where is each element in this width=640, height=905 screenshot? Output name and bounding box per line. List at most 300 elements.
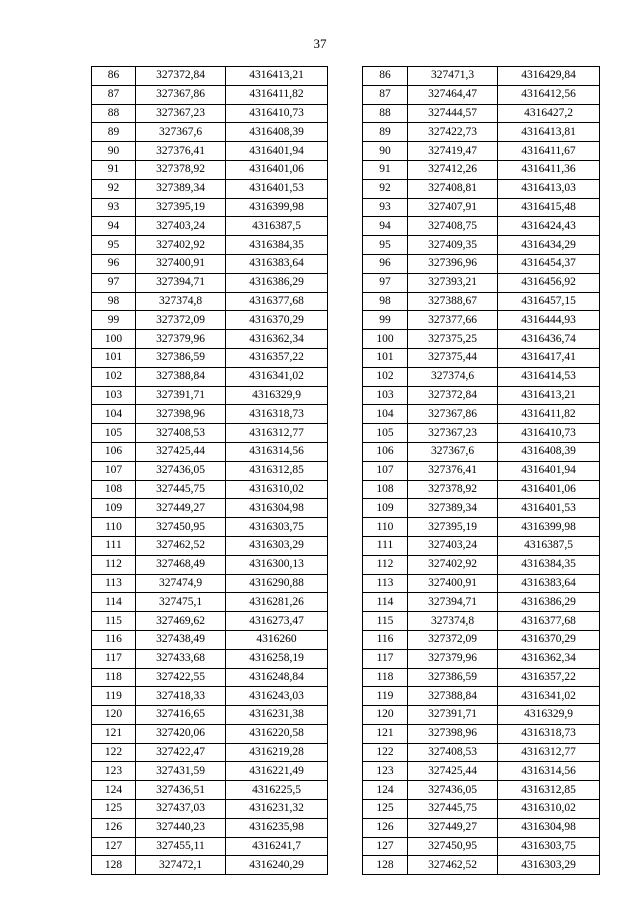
x-coordinate-cell: 327367,86 xyxy=(136,85,226,104)
point-number-cell: 94 xyxy=(363,217,408,236)
page-number: 37 xyxy=(313,36,327,51)
y-coordinate-cell: 4316329,9 xyxy=(498,706,600,725)
table-row xyxy=(363,499,600,518)
table-row xyxy=(363,687,600,706)
x-coordinate-cell: 327379,96 xyxy=(408,649,498,668)
x-coordinate-cell: 327475,1 xyxy=(136,593,226,612)
x-coordinate-cell: 327422,47 xyxy=(136,743,226,762)
point-number-cell: 124 xyxy=(363,781,408,800)
point-number-cell: 93 xyxy=(92,198,136,217)
y-coordinate-cell: 4316377,68 xyxy=(498,612,600,631)
x-coordinate-cell: 327367,86 xyxy=(408,405,498,424)
point-number-cell: 109 xyxy=(363,499,408,518)
table-row xyxy=(363,668,600,687)
point-number-cell: 99 xyxy=(363,311,408,330)
point-number-cell: 115 xyxy=(363,612,408,631)
y-coordinate-cell: 4316383,64 xyxy=(498,574,600,593)
table-row xyxy=(92,236,328,255)
table-row xyxy=(92,367,328,386)
y-coordinate-cell: 4316310,02 xyxy=(226,480,328,499)
point-number-cell: 116 xyxy=(92,630,136,649)
point-number-cell: 114 xyxy=(363,593,408,612)
x-coordinate-cell: 327388,67 xyxy=(408,292,498,311)
x-coordinate-cell: 327367,23 xyxy=(136,104,226,123)
table-row xyxy=(363,367,600,386)
table-row xyxy=(92,104,328,123)
table-row xyxy=(92,743,328,762)
point-number-cell: 121 xyxy=(363,724,408,743)
x-coordinate-cell: 327449,27 xyxy=(136,499,226,518)
y-coordinate-cell: 4316219,28 xyxy=(226,743,328,762)
y-coordinate-cell: 4316341,02 xyxy=(226,367,328,386)
table-row xyxy=(92,818,328,837)
point-number-cell: 96 xyxy=(92,254,136,273)
table-row xyxy=(92,179,328,198)
point-number-cell: 117 xyxy=(363,649,408,668)
table-row xyxy=(92,800,328,819)
table-row xyxy=(92,856,328,875)
table-row xyxy=(363,555,600,574)
y-coordinate-cell: 4316221,49 xyxy=(226,762,328,781)
point-number-cell: 127 xyxy=(92,837,136,856)
point-number-cell: 123 xyxy=(92,762,136,781)
table-row xyxy=(363,311,600,330)
table-row xyxy=(363,424,600,443)
y-coordinate-cell: 4316248,84 xyxy=(226,668,328,687)
table-row xyxy=(363,104,600,123)
y-coordinate-cell: 4316314,56 xyxy=(226,442,328,461)
point-number-cell: 122 xyxy=(92,743,136,762)
point-number-cell: 118 xyxy=(363,668,408,687)
y-coordinate-cell: 4316231,32 xyxy=(226,800,328,819)
y-coordinate-cell: 4316413,81 xyxy=(498,123,600,142)
y-coordinate-cell: 4316386,29 xyxy=(498,593,600,612)
table-row xyxy=(363,837,600,856)
y-coordinate-cell: 4316387,5 xyxy=(498,536,600,555)
x-coordinate-cell: 327472,1 xyxy=(136,856,226,875)
y-coordinate-cell: 4316220,58 xyxy=(226,724,328,743)
table-row xyxy=(363,348,600,367)
y-coordinate-cell: 4316387,5 xyxy=(226,217,328,236)
point-number-cell: 106 xyxy=(92,442,136,461)
point-number-cell: 108 xyxy=(92,480,136,499)
point-number-cell: 124 xyxy=(92,781,136,800)
table-row xyxy=(363,405,600,424)
x-coordinate-cell: 327403,24 xyxy=(136,217,226,236)
table-row xyxy=(92,198,328,217)
point-number-cell: 86 xyxy=(92,67,136,86)
point-number-cell: 117 xyxy=(92,649,136,668)
point-number-cell: 106 xyxy=(363,442,408,461)
point-number-cell: 114 xyxy=(92,593,136,612)
table-row xyxy=(92,85,328,104)
y-coordinate-cell: 4316310,02 xyxy=(498,800,600,819)
table-row xyxy=(92,405,328,424)
y-coordinate-cell: 4316384,35 xyxy=(226,236,328,255)
point-number-cell: 126 xyxy=(363,818,408,837)
y-coordinate-cell: 4316281,26 xyxy=(226,593,328,612)
x-coordinate-cell: 327388,84 xyxy=(136,367,226,386)
x-coordinate-cell: 327391,71 xyxy=(408,706,498,725)
point-number-cell: 120 xyxy=(363,706,408,725)
y-coordinate-cell: 4316454,37 xyxy=(498,254,600,273)
point-number-cell: 119 xyxy=(92,687,136,706)
point-number-cell: 88 xyxy=(363,104,408,123)
table-row xyxy=(92,461,328,480)
table-row xyxy=(363,123,600,142)
y-coordinate-cell: 4316240,29 xyxy=(226,856,328,875)
point-number-cell: 102 xyxy=(92,367,136,386)
y-coordinate-cell: 4316362,34 xyxy=(498,649,600,668)
point-number-cell: 110 xyxy=(363,518,408,537)
x-coordinate-cell: 327400,91 xyxy=(136,254,226,273)
point-number-cell: 94 xyxy=(92,217,136,236)
table-row xyxy=(363,480,600,499)
table-row xyxy=(92,555,328,574)
y-coordinate-cell: 4316231,38 xyxy=(226,706,328,725)
x-coordinate-cell: 327398,96 xyxy=(408,724,498,743)
x-coordinate-cell: 327376,41 xyxy=(136,142,226,161)
point-number-cell: 112 xyxy=(363,555,408,574)
y-coordinate-cell: 4316303,29 xyxy=(226,536,328,555)
y-coordinate-cell: 4316401,94 xyxy=(498,461,600,480)
x-coordinate-cell: 327425,44 xyxy=(408,762,498,781)
y-coordinate-cell: 4316408,39 xyxy=(226,123,328,142)
x-coordinate-cell: 327436,51 xyxy=(136,781,226,800)
coordinates-table-left xyxy=(91,66,328,875)
table-row xyxy=(363,612,600,631)
y-coordinate-cell: 4316235,98 xyxy=(226,818,328,837)
y-coordinate-cell: 4316290,88 xyxy=(226,574,328,593)
table-row xyxy=(363,706,600,725)
y-coordinate-cell: 4316225,5 xyxy=(226,781,328,800)
table-row xyxy=(363,67,600,86)
x-coordinate-cell: 327374,6 xyxy=(408,367,498,386)
y-coordinate-cell: 4316377,68 xyxy=(226,292,328,311)
y-coordinate-cell: 4316386,29 xyxy=(226,273,328,292)
x-coordinate-cell: 327412,26 xyxy=(408,160,498,179)
y-coordinate-cell: 4316410,73 xyxy=(498,424,600,443)
x-coordinate-cell: 327388,84 xyxy=(408,687,498,706)
y-coordinate-cell: 4316312,77 xyxy=(226,424,328,443)
point-number-cell: 91 xyxy=(363,160,408,179)
y-coordinate-cell: 4316260 xyxy=(226,630,328,649)
table-row xyxy=(363,254,600,273)
table-row xyxy=(92,630,328,649)
y-coordinate-cell: 4316417,41 xyxy=(498,348,600,367)
x-coordinate-cell: 327422,73 xyxy=(408,123,498,142)
x-coordinate-cell: 327398,96 xyxy=(136,405,226,424)
table-row xyxy=(363,461,600,480)
x-coordinate-cell: 327377,66 xyxy=(408,311,498,330)
table-row xyxy=(92,649,328,668)
table-row xyxy=(363,593,600,612)
y-coordinate-cell: 4316436,74 xyxy=(498,330,600,349)
point-number-cell: 122 xyxy=(363,743,408,762)
y-coordinate-cell: 4316411,82 xyxy=(498,405,600,424)
y-coordinate-cell: 4316318,73 xyxy=(226,405,328,424)
y-coordinate-cell: 4316312,85 xyxy=(226,461,328,480)
x-coordinate-cell: 327396,96 xyxy=(408,254,498,273)
y-coordinate-cell: 4316411,67 xyxy=(498,142,600,161)
point-number-cell: 100 xyxy=(92,330,136,349)
x-coordinate-cell: 327462,52 xyxy=(136,536,226,555)
point-number-cell: 123 xyxy=(363,762,408,781)
point-number-cell: 99 xyxy=(92,311,136,330)
x-coordinate-cell: 327409,35 xyxy=(408,236,498,255)
x-coordinate-cell: 327372,84 xyxy=(408,386,498,405)
y-coordinate-cell: 4316401,06 xyxy=(498,480,600,499)
y-coordinate-cell: 4316273,47 xyxy=(226,612,328,631)
point-number-cell: 87 xyxy=(92,85,136,104)
point-number-cell: 120 xyxy=(92,706,136,725)
table-row xyxy=(363,800,600,819)
point-number-cell: 101 xyxy=(92,348,136,367)
y-coordinate-cell: 4316415,48 xyxy=(498,198,600,217)
x-coordinate-cell: 327433,68 xyxy=(136,649,226,668)
y-coordinate-cell: 4316303,75 xyxy=(498,837,600,856)
point-number-cell: 125 xyxy=(92,800,136,819)
x-coordinate-cell: 327394,71 xyxy=(408,593,498,612)
y-coordinate-cell: 4316362,34 xyxy=(226,330,328,349)
point-number-cell: 128 xyxy=(363,856,408,875)
x-coordinate-cell: 327386,59 xyxy=(408,668,498,687)
point-number-cell: 111 xyxy=(363,536,408,555)
table-body-right xyxy=(363,67,600,875)
point-number-cell: 127 xyxy=(363,837,408,856)
x-coordinate-cell: 327378,92 xyxy=(136,160,226,179)
table-row xyxy=(363,574,600,593)
table-row xyxy=(363,442,600,461)
table-row xyxy=(92,612,328,631)
point-number-cell: 111 xyxy=(92,536,136,555)
y-coordinate-cell: 4316410,73 xyxy=(226,104,328,123)
point-number-cell: 95 xyxy=(363,236,408,255)
table-row xyxy=(363,781,600,800)
y-coordinate-cell: 4316329,9 xyxy=(226,386,328,405)
y-coordinate-cell: 4316357,22 xyxy=(226,348,328,367)
x-coordinate-cell: 327469,62 xyxy=(136,612,226,631)
table-row xyxy=(363,856,600,875)
table-row xyxy=(92,442,328,461)
x-coordinate-cell: 327402,92 xyxy=(408,555,498,574)
x-coordinate-cell: 327372,09 xyxy=(136,311,226,330)
x-coordinate-cell: 327419,47 xyxy=(408,142,498,161)
y-coordinate-cell: 4316424,43 xyxy=(498,217,600,236)
x-coordinate-cell: 327391,71 xyxy=(136,386,226,405)
y-coordinate-cell: 4316370,29 xyxy=(498,630,600,649)
y-coordinate-cell: 4316408,39 xyxy=(498,442,600,461)
point-number-cell: 88 xyxy=(92,104,136,123)
table-row xyxy=(363,386,600,405)
point-number-cell: 93 xyxy=(363,198,408,217)
y-coordinate-cell: 4316312,85 xyxy=(498,781,600,800)
y-coordinate-cell: 4316412,56 xyxy=(498,85,600,104)
table-row xyxy=(92,706,328,725)
point-number-cell: 97 xyxy=(363,273,408,292)
y-coordinate-cell: 4316444,93 xyxy=(498,311,600,330)
table-row xyxy=(363,518,600,537)
point-number-cell: 107 xyxy=(363,461,408,480)
table-row xyxy=(363,818,600,837)
x-coordinate-cell: 327450,95 xyxy=(136,518,226,537)
y-coordinate-cell: 4316357,22 xyxy=(498,668,600,687)
table-row xyxy=(363,292,600,311)
point-number-cell: 96 xyxy=(363,254,408,273)
x-coordinate-cell: 327393,21 xyxy=(408,273,498,292)
x-coordinate-cell: 327367,23 xyxy=(408,424,498,443)
table-row xyxy=(92,160,328,179)
point-number-cell: 118 xyxy=(92,668,136,687)
table-row xyxy=(363,743,600,762)
y-coordinate-cell: 4316411,82 xyxy=(226,85,328,104)
y-coordinate-cell: 4316384,35 xyxy=(498,555,600,574)
point-number-cell: 97 xyxy=(92,273,136,292)
table-row xyxy=(92,424,328,443)
x-coordinate-cell: 327437,03 xyxy=(136,800,226,819)
table-row xyxy=(92,67,328,86)
table-row xyxy=(92,480,328,499)
point-number-cell: 86 xyxy=(363,67,408,86)
point-number-cell: 91 xyxy=(92,160,136,179)
table-row xyxy=(92,781,328,800)
x-coordinate-cell: 327402,92 xyxy=(136,236,226,255)
table-row xyxy=(92,762,328,781)
table-row xyxy=(363,724,600,743)
point-number-cell: 105 xyxy=(92,424,136,443)
point-number-cell: 87 xyxy=(363,85,408,104)
table-row xyxy=(92,687,328,706)
y-coordinate-cell: 4316314,56 xyxy=(498,762,600,781)
x-coordinate-cell: 327425,44 xyxy=(136,442,226,461)
table-row xyxy=(363,217,600,236)
y-coordinate-cell: 4316258,19 xyxy=(226,649,328,668)
table-row xyxy=(363,273,600,292)
x-coordinate-cell: 327462,52 xyxy=(408,856,498,875)
y-coordinate-cell: 4316401,06 xyxy=(226,160,328,179)
table-row xyxy=(363,85,600,104)
x-coordinate-cell: 327455,11 xyxy=(136,837,226,856)
y-coordinate-cell: 4316341,02 xyxy=(498,687,600,706)
point-number-cell: 95 xyxy=(92,236,136,255)
table-row xyxy=(363,762,600,781)
table-row xyxy=(363,536,600,555)
y-coordinate-cell: 4316243,03 xyxy=(226,687,328,706)
y-coordinate-cell: 4316241,7 xyxy=(226,837,328,856)
point-number-cell: 113 xyxy=(92,574,136,593)
table-body-left xyxy=(92,67,328,875)
x-coordinate-cell: 327420,06 xyxy=(136,724,226,743)
x-coordinate-cell: 327395,19 xyxy=(136,198,226,217)
table-row xyxy=(363,330,600,349)
x-coordinate-cell: 327431,59 xyxy=(136,762,226,781)
y-coordinate-cell: 4316413,21 xyxy=(498,386,600,405)
point-number-cell: 105 xyxy=(363,424,408,443)
table-row xyxy=(92,217,328,236)
table-row xyxy=(92,837,328,856)
x-coordinate-cell: 327408,53 xyxy=(136,424,226,443)
y-coordinate-cell: 4316399,98 xyxy=(498,518,600,537)
y-coordinate-cell: 4316457,15 xyxy=(498,292,600,311)
table-row xyxy=(363,142,600,161)
table-row xyxy=(92,499,328,518)
y-coordinate-cell: 4316304,98 xyxy=(226,499,328,518)
point-number-cell: 104 xyxy=(92,405,136,424)
y-coordinate-cell: 4316414,53 xyxy=(498,367,600,386)
x-coordinate-cell: 327367,6 xyxy=(136,123,226,142)
table-row xyxy=(92,311,328,330)
point-number-cell: 109 xyxy=(92,499,136,518)
point-number-cell: 115 xyxy=(92,612,136,631)
point-number-cell: 92 xyxy=(363,179,408,198)
point-number-cell: 89 xyxy=(363,123,408,142)
table-row xyxy=(363,160,600,179)
table-row xyxy=(363,198,600,217)
y-coordinate-cell: 4316413,21 xyxy=(226,67,328,86)
y-coordinate-cell: 4316413,03 xyxy=(498,179,600,198)
x-coordinate-cell: 327403,24 xyxy=(408,536,498,555)
table-row xyxy=(92,142,328,161)
table-row xyxy=(92,536,328,555)
point-number-cell: 128 xyxy=(92,856,136,875)
y-coordinate-cell: 4316434,29 xyxy=(498,236,600,255)
point-number-cell: 100 xyxy=(363,330,408,349)
x-coordinate-cell: 327418,33 xyxy=(136,687,226,706)
x-coordinate-cell: 327408,53 xyxy=(408,743,498,762)
x-coordinate-cell: 327374,8 xyxy=(408,612,498,631)
table-row xyxy=(92,273,328,292)
table-row xyxy=(92,254,328,273)
x-coordinate-cell: 327422,55 xyxy=(136,668,226,687)
x-coordinate-cell: 327376,41 xyxy=(408,461,498,480)
table-row xyxy=(92,518,328,537)
point-number-cell: 126 xyxy=(92,818,136,837)
x-coordinate-cell: 327440,23 xyxy=(136,818,226,837)
x-coordinate-cell: 327389,34 xyxy=(408,499,498,518)
table-row xyxy=(92,123,328,142)
coordinates-table-right xyxy=(362,66,600,875)
point-number-cell: 102 xyxy=(363,367,408,386)
x-coordinate-cell: 327450,95 xyxy=(408,837,498,856)
y-coordinate-cell: 4316401,53 xyxy=(498,499,600,518)
point-number-cell: 103 xyxy=(363,386,408,405)
y-coordinate-cell: 4316303,75 xyxy=(226,518,328,537)
point-number-cell: 110 xyxy=(92,518,136,537)
point-number-cell: 98 xyxy=(363,292,408,311)
point-number-cell: 108 xyxy=(363,480,408,499)
x-coordinate-cell: 327378,92 xyxy=(408,480,498,499)
x-coordinate-cell: 327379,96 xyxy=(136,330,226,349)
table-row xyxy=(92,330,328,349)
y-coordinate-cell: 4316304,98 xyxy=(498,818,600,837)
x-coordinate-cell: 327394,71 xyxy=(136,273,226,292)
y-coordinate-cell: 4316370,29 xyxy=(226,311,328,330)
table-row xyxy=(92,292,328,311)
table-row xyxy=(92,593,328,612)
y-coordinate-cell: 4316401,94 xyxy=(226,142,328,161)
x-coordinate-cell: 327444,57 xyxy=(408,104,498,123)
y-coordinate-cell: 4316383,64 xyxy=(226,254,328,273)
x-coordinate-cell: 327386,59 xyxy=(136,348,226,367)
x-coordinate-cell: 327436,05 xyxy=(136,461,226,480)
table-row xyxy=(92,386,328,405)
x-coordinate-cell: 327474,9 xyxy=(136,574,226,593)
y-coordinate-cell: 4316429,84 xyxy=(498,67,600,86)
x-coordinate-cell: 327436,05 xyxy=(408,781,498,800)
y-coordinate-cell: 4316456,92 xyxy=(498,273,600,292)
x-coordinate-cell: 327395,19 xyxy=(408,518,498,537)
point-number-cell: 113 xyxy=(363,574,408,593)
